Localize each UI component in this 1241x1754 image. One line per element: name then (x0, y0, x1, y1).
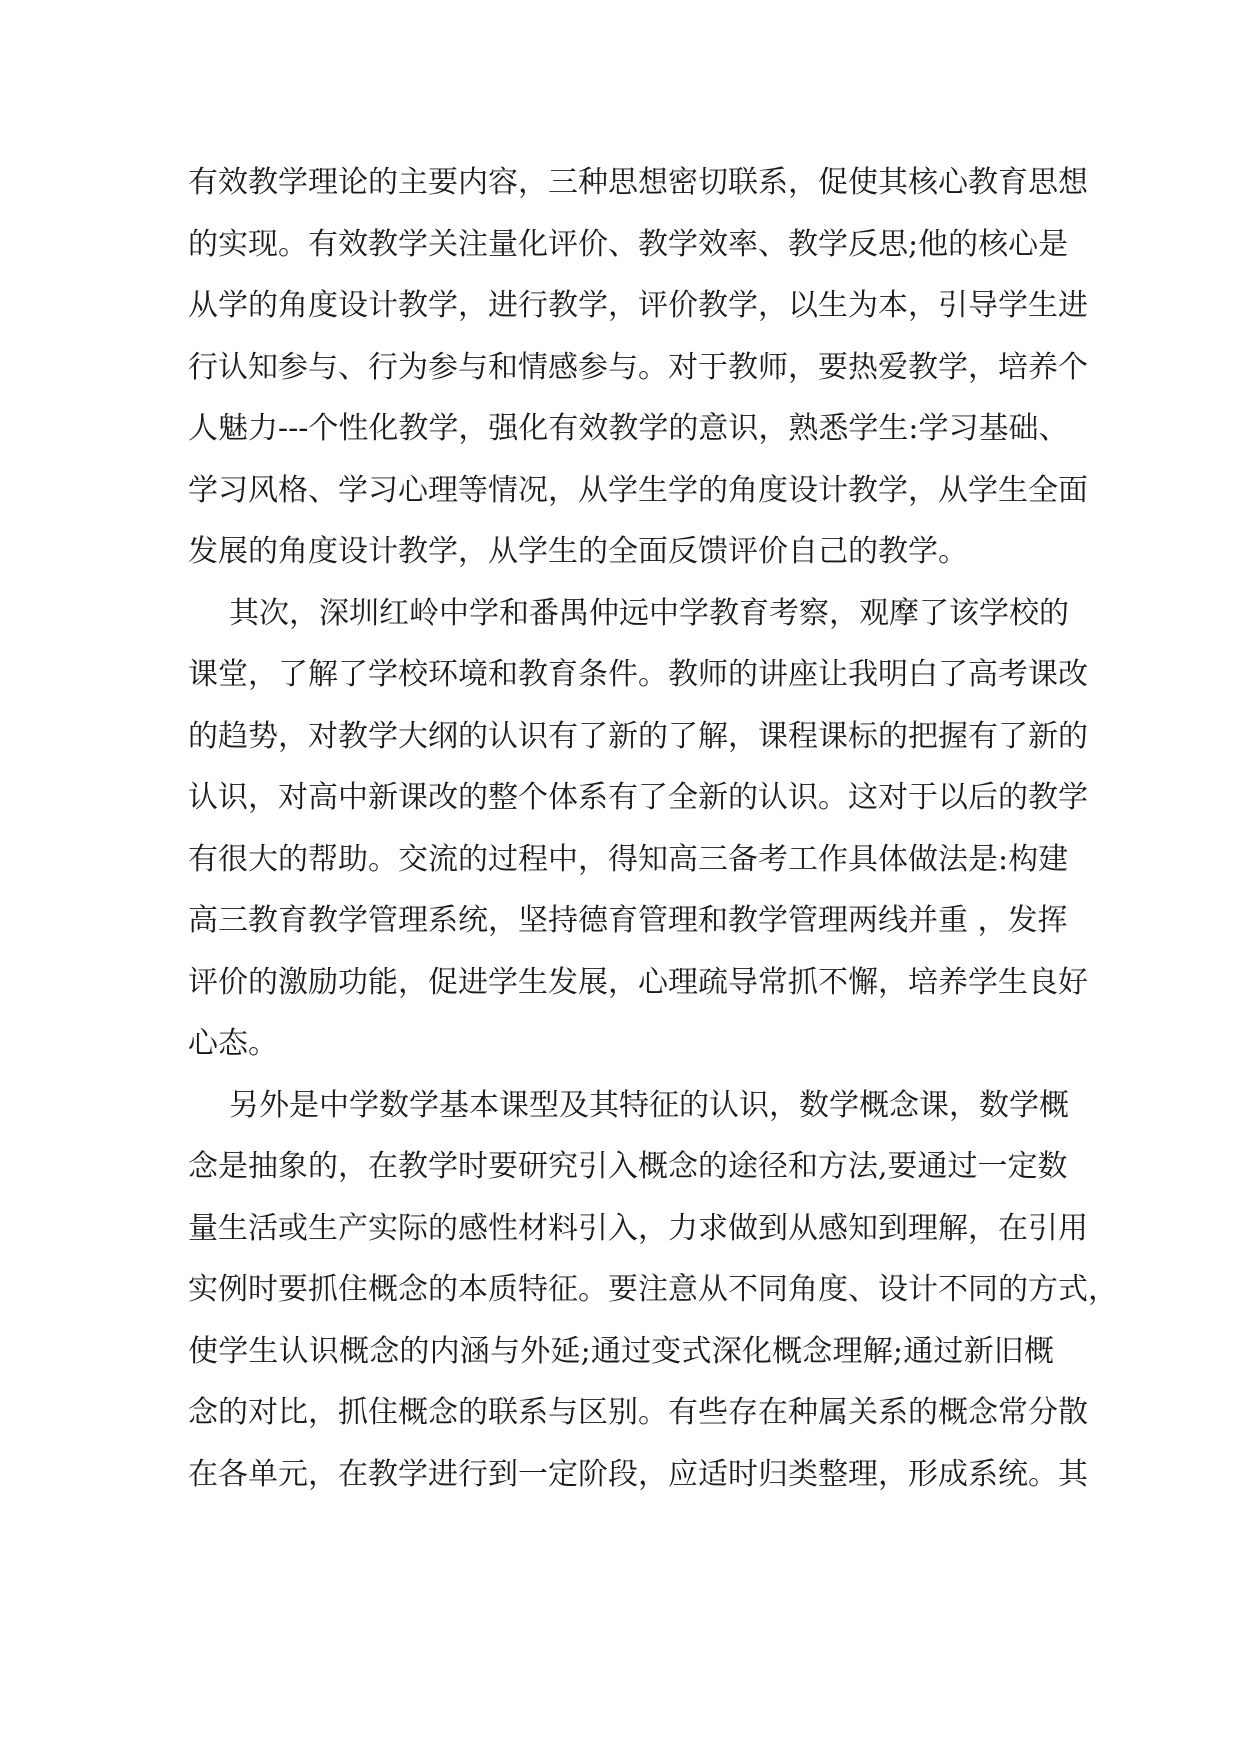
text-line: 使学生认识概念的内涵与外延;通过变式深化概念理解;通过新旧概 (188, 1334, 1054, 1369)
text-line: 有效教学理论的主要内容，三种思想密切联系，促使其核心教育思想 (188, 165, 1088, 200)
text-line: 学习风格、学习心理等情况，从学生学的角度设计教学，从学生全面 (188, 473, 1088, 508)
text-line: 课堂，了解了学校环境和教育条件。教师的讲座让我明白了高考课改 (188, 657, 1088, 692)
text-line: 从学的角度设计教学，进行教学，评价教学，以生为本，引导学生进 (188, 288, 1088, 323)
text-line: 发展的角度设计教学，从学生的全面反馈评价自己的教学。 (188, 534, 968, 569)
text-line: 心态。 (188, 1026, 278, 1061)
text-line: 人魅力---个性化教学，强化有效教学的意识，熟悉学生:学习基础、 (188, 411, 1069, 446)
text-line: 念是抽象的，在教学时要研究引入概念的途径和方法,要通过一定数 (188, 1149, 1068, 1184)
text-line: 高三教育教学管理系统，坚持德育管理和教学管理两线并重 ，发挥 (188, 903, 1068, 938)
paragraph-first-line: 另外是中学数学基本课型及其特征的认识，数学概念课，数学概 (229, 1088, 1069, 1123)
text-line: 认识，对高中新课改的整个体系有了全新的认识。这对于以后的教学 (188, 780, 1088, 815)
text-line: 的实现。有效教学关注量化评价、教学效率、教学反思;他的核心是 (188, 227, 1069, 262)
text-line: 实例时要抓住概念的本质特征。要注意从不同角度、设计不同的方式， (188, 1272, 1118, 1307)
text-line: 在各单元，在教学进行到一定阶段，应适时归类整理，形成系统。其 (188, 1457, 1088, 1492)
text-line: 量生活或生产实际的感性材料引入，力求做到从感知到理解，在引用 (188, 1211, 1088, 1246)
text-line: 的趋势，对教学大纲的认识有了新的了解，课程课标的把握有了新的 (188, 719, 1088, 754)
text-line: 念的对比，抓住概念的联系与区别。有些存在种属关系的概念常分散 (188, 1395, 1088, 1430)
text-line: 行认知参与、行为参与和情感参与。对于教师，要热爱教学，培养个 (188, 350, 1088, 385)
paragraph-first-line: 其次，深圳红岭中学和番禺仲远中学教育考察，观摩了该学校的 (229, 596, 1069, 631)
text-line: 有很大的帮助。交流的过程中，得知高三备考工作具体做法是:构建 (188, 842, 1069, 877)
text-line: 评价的激励功能，促进学生发展，心理疏导常抓不懈，培养学生良好 (188, 965, 1088, 1000)
